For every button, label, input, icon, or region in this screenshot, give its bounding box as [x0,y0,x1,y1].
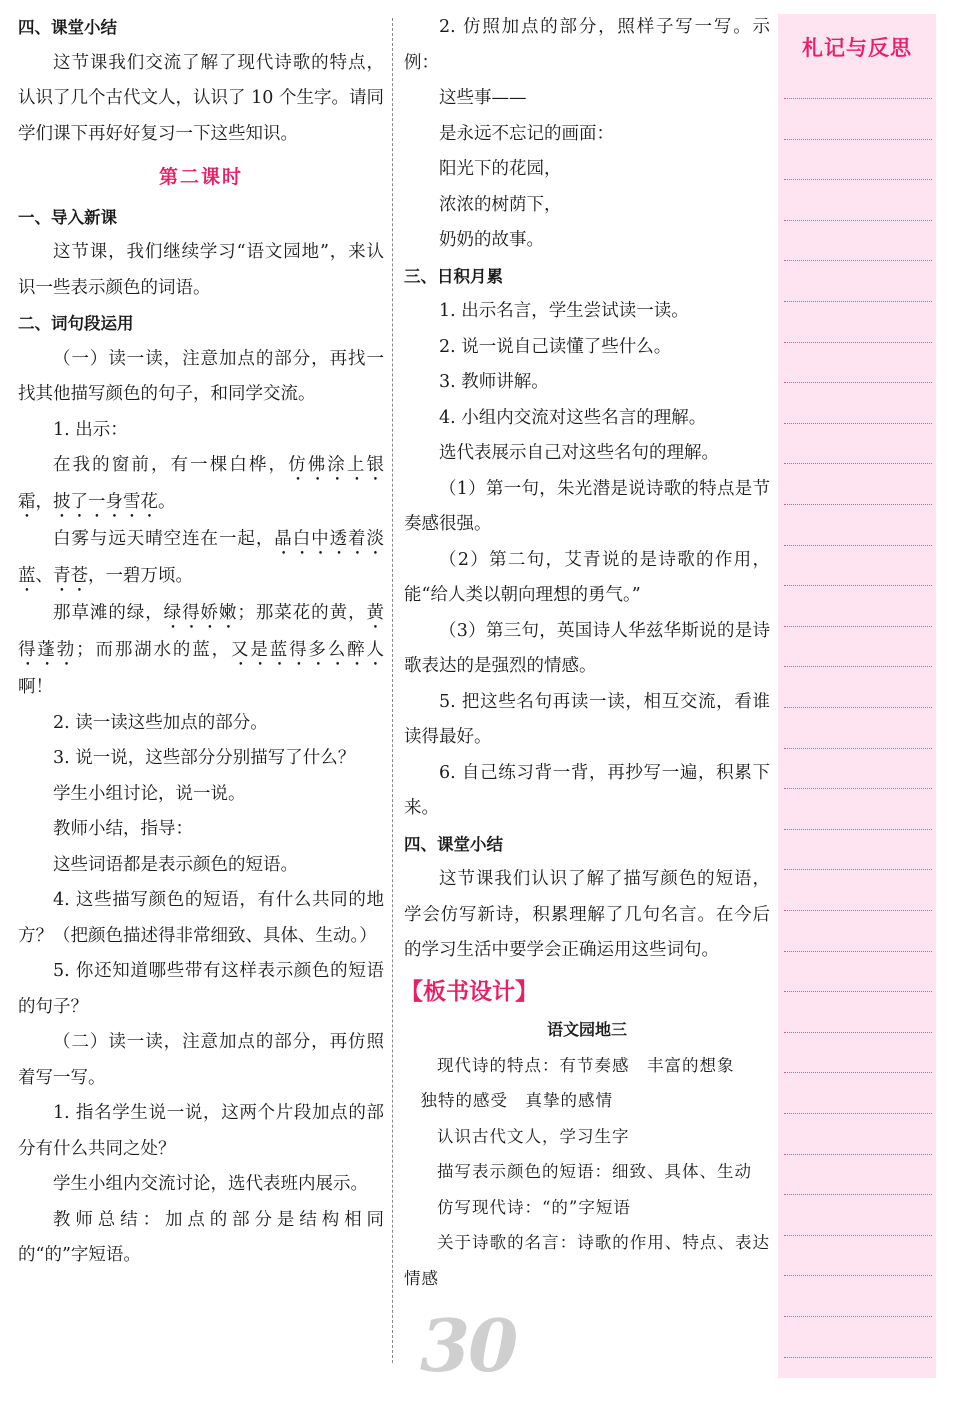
list-item: 3. 说一说，这些部分分别描写了什么？ [53,748,356,768]
section-heading: 三、日积月累 [404,266,503,286]
section-heading: 四、课堂小结 [404,834,503,854]
board-line: 现代诗的特点：有节奏感 丰富的想象 [437,1055,735,1075]
notes-rule-line [784,1316,932,1317]
notes-rule-line [784,829,932,830]
paragraph: 选代表展示自己对这些名句的理解。 [439,443,719,463]
notes-rule-line [784,260,932,261]
text-span: 啊！ [18,677,53,697]
paragraph: 教师总结：加点的部分是结构相同的“的”字短语。 [18,1209,384,1265]
notes-rule-line [784,504,932,505]
list-item: 6. 自己练习背一背，再抄写一遍，积累下来。 [404,762,770,818]
notes-rule-line [784,707,932,708]
list-item: 2. 读一读这些加点的部分。 [53,712,268,733]
notes-rule-line [784,910,932,911]
text-span: ， [35,492,53,512]
board-line: 描写表示颜色的短语：细致、具体、生动 [437,1162,752,1181]
list-item: 1. 出示名言，学生尝试读一读。 [439,301,689,321]
list-item: 4. 小组内交流对这些名言的理解。 [439,407,707,428]
list-item: 1. 出示： [53,419,128,440]
board-line: 关于诗歌的名言：诗歌的作用、特点、表达情感 [404,1233,770,1288]
dotted-phrase: 又是蓝得多么醉人 [230,640,385,660]
text-span: 白雾与远天晴空连在一起， [53,529,275,549]
text-span: 那草滩的绿， [53,603,164,623]
notes-rule-line [784,1032,932,1033]
notes-rule-line [784,98,932,99]
board-subtitle: 语文园地三 [546,1020,627,1039]
page-number: 30 [420,1303,517,1388]
board-line: 仿写现代诗：“的”字短语 [437,1197,631,1217]
notes-rule-line [784,1357,932,1358]
example-sentence [18,522,384,596]
notes-title: 札记与反思 [802,36,912,60]
notes-rule-line [784,220,932,221]
notes-rule-line [784,748,932,749]
paragraph: （一）读一读，注意加点的部分，再找一找其他描写颜色的句子，和同学交流。 [18,348,384,404]
example-line: 浓浓的树荫下， [439,194,562,215]
paragraph: 学生小组讨论，说一说。 [53,783,246,804]
notes-rule-line [784,788,932,789]
section-heading: 一、导入新课 [18,207,117,227]
board-line: 独特的感受 真挚的感情 [420,1091,613,1110]
paragraph: 这节课我们交流了解了现代诗歌的特点，认识了几个古代文人，认识了 10 个生字。请同学们课下再好好复习一下这些知识。 [18,52,384,144]
notes-rule-line [784,1235,932,1236]
notes-rule-line [784,1194,932,1195]
list-item: 5. 你还知道哪些带有这样表示颜色的短语的句子？ [18,961,384,1017]
example-line: 是永远不忘记的画面： [439,123,614,144]
dotted-phrase: 绿得娇嫩 [163,603,238,623]
notes-rule-line [784,1275,932,1276]
notes-rule-line [784,179,932,180]
dotted-phrase: 黄得蓬勃 [18,603,385,660]
lesson-title: 第二课时 [158,166,243,188]
column-divider [392,18,393,1363]
notes-rule-line [784,342,932,343]
dotted-phrase: 晶白中透着淡蓝、青苍 [18,529,385,586]
notes-rule-line [784,463,932,464]
paragraph: 这节课，我们继续学习“语文园地”，来认识一些表示颜色的词语。 [18,242,384,298]
notes-rule-line [784,139,932,140]
notes-rule-line [784,666,932,667]
paragraph: （二）读一读，注意加点的部分，再仿照着写一写。 [18,1032,384,1088]
text-span: ；那菜花的黄， [237,603,367,623]
text-span: 在我的窗前，有一棵白桦， [53,455,289,475]
left-column [18,10,384,1274]
paragraph: （3）第三句，英国诗人华兹华斯说的是诗歌表达的是强烈的情感。 [404,620,770,676]
notes-rule-line [784,382,932,383]
paragraph: （1）第一句，朱光潜是说诗歌的特点是节奏感很强。 [404,478,770,534]
notes-rule-line [784,545,932,546]
example-sentence [18,448,384,522]
text-span: ，一碧万顷。 [88,566,193,586]
notes-rule-line [784,991,932,992]
middle-column [400,10,770,1296]
board-design-title: 【板书设计】 [400,978,538,1005]
list-item: 2. 说一说自己读懂了些什么。 [439,336,672,357]
paragraph: （2）第二句，艾青说的是诗歌的作用，能“给人类以朝向理想的勇气。” [404,549,770,605]
text-span: ；而那湖水的蓝， [76,640,231,660]
notes-rule-line [784,1154,932,1155]
example-sentence [18,596,384,706]
paragraph: 学生小组内交流讨论，选代表班内展示。 [53,1174,368,1194]
dotted-phrase: 仿佛涂上银霜 [18,455,384,512]
notes-sidebar [778,14,936,1378]
list-item: 5. 把这些名句再读一读，相互交流，看谁读得最好。 [404,691,770,747]
notes-rule-line [784,951,932,952]
paragraph: 教师小结，指导： [53,819,193,839]
section-heading: 四、课堂小结 [18,18,117,37]
notes-rule-line [784,301,932,302]
board-line: 认识古代文人，学习生字 [437,1126,630,1146]
paragraph: 这节课我们认识了解了描写颜色的短语，学会仿写新诗，积累理解了几句名言。在今后的学习生活中要学会正确运用这些词句。 [404,869,770,960]
dotted-phrase: 披了一身雪花 [53,492,158,512]
list-item: 3. 教师讲解。 [439,372,549,392]
list-item: 1. 指名学生说一说，这两个片段加点的部分有什么共同之处？ [18,1103,384,1159]
example-line: 这些事—— [439,88,527,108]
notes-rule-line [784,1072,932,1073]
notes-rule-line [784,1113,932,1114]
notes-rule-line [784,869,932,870]
list-item: 4. 这些描写颜色的短语，有什么共同的地方？（把颜色描述得非常细致、具体、生动。） [18,890,384,946]
example-line: 阳光下的花园， [439,159,562,179]
example-line: 奶奶的故事。 [439,230,544,250]
list-item: 2. 仿照加点的部分，照样子写一写。示例： [404,17,770,73]
notes-rule-line [784,626,932,627]
paragraph: 这些词语都是表示颜色的短语。 [53,854,298,875]
text-span: 。 [158,492,176,512]
notes-rule-line [784,423,932,424]
section-heading: 二、词句段运用 [18,314,134,333]
notes-rule-line [784,585,932,586]
